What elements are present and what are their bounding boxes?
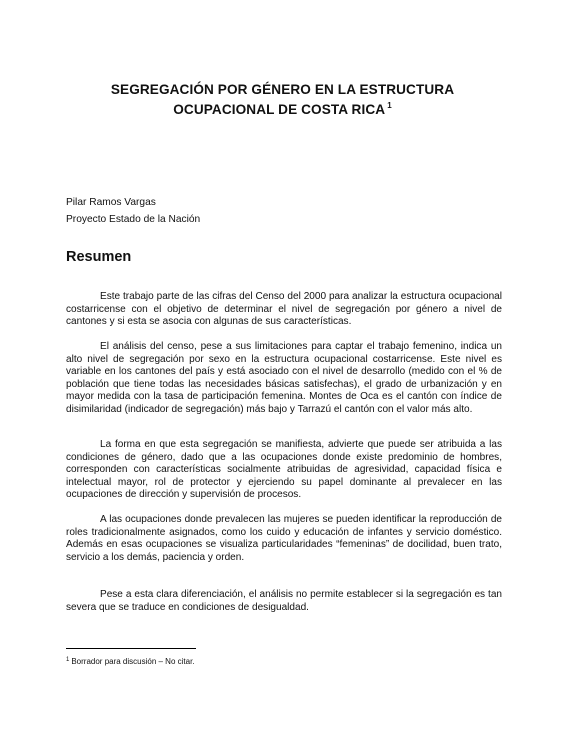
title-line-2: OCUPACIONAL DE COSTA RICA bbox=[173, 102, 386, 117]
abstract-paragraph-2: El análisis del censo, pese a sus limitaciones para captar el trabajo femenino, indica un alto nivel de segregación por sexo en la estructura ocupacional costarricense. Este nivel es variable en los cantones del país y está asociado con el nivel de desarrollo (medido con el % de población que tiene todas las necesidades básicas satisfechas), el grado de urbanización y en mayor medida con la tasa de participación femenina. Montes de Oca es el cantón con índice de disimilaridad (indicador de segregación) más bajo y Tarrazú el cantón con el valor más alto. bbox=[66, 341, 502, 415]
author-name: Pilar Ramos Vargas bbox=[66, 197, 156, 208]
section-heading: Resumen bbox=[66, 249, 132, 265]
footnote-text: Borrador para discusión – No citar. bbox=[71, 657, 195, 666]
document-title bbox=[60, 82, 505, 118]
title-line-1: SEGREGACIÓN POR GÉNERO EN LA ESTRUCTURA bbox=[110, 82, 455, 97]
abstract-paragraph-1: Este trabajo parte de las cifras del Censo del 2000 para analizar la estructura ocupacional costarricense con el objetivo de determinar el nivel de segregación por género a nivel de cantones y si esta se asocia con algunas de sus características. bbox=[66, 291, 502, 328]
title-footnote-mark: 1 bbox=[387, 101, 392, 110]
footnote-divider bbox=[66, 648, 196, 649]
abstract-paragraph-3: La forma en que esta segregación se manifiesta, advierte que puede ser atribuida a las condiciones de género, dado que a las ocupaciones donde existe predominio de hombres, corresponden con características socialmente atribuidas de agresividad, capacidad física e intelectual mayor, rol de protector y ejerciendo su papel dominante al prevalecer en las ocupaciones de dirección y supervisión de procesos. bbox=[66, 439, 502, 501]
author-affiliation: Proyecto Estado de la Nación bbox=[66, 214, 201, 225]
footnote-mark: 1 bbox=[66, 657, 70, 663]
footnote bbox=[66, 655, 195, 667]
abstract-paragraph-5: Pese a esta clara diferenciación, el análisis no permite establecer si la segregación es tan severa que se traduce en condiciones de desigualdad. bbox=[66, 589, 502, 613]
abstract-paragraph-4: A las ocupaciones donde prevalecen las mujeres se pueden identificar la reproducción de roles tradicionalmente asignados, como los cuido y educación de infantes y servicio doméstico. Además en esas ocupaciones se visualiza particularidades “femeninas” de docilidad, buen trato, servicio a los demás, paciencia y orden. bbox=[66, 514, 502, 563]
